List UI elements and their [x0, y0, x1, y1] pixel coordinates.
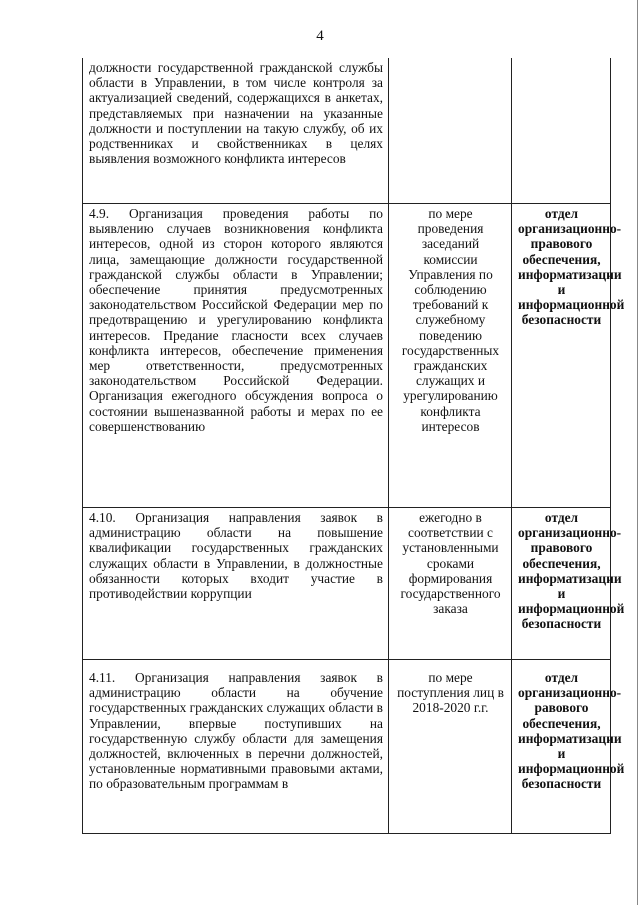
measure-cell: должности государственной гражданской службы области в Управлении, в том числе контроля за актуализацией сведений, содержащихся в анкетах, представляемых при назначении на указанные должности и поступлении на такую службу, об их родственниках и свойственниках в целях выявления возможного конфликта интересов [83, 58, 389, 204]
table-row [83, 660, 611, 834]
table-row [83, 204, 611, 508]
deadline-cell: ежегодно в соответствии с установленными сроками формирования государственного заказа [389, 508, 512, 660]
measure-cell: 4.9. Организация проведения работы по выявлению случаев возникновения конфликта интересов, одной из сторон которого являются лица, замещающие должности государственной гражданской службы области в Управлении; обеспечение принятия предусмотренных законодательством Российской Федерации мер по предотвращению и урегулированию конфликта интересов. Предание гласности всех случаев конфликта интересов, обеспечение применения мер ответственности, предусмотренных законодательством Российской Федерации. Организация ежегодного обсуждения вопроса о состоянии вышеназванной работы и мерах по ее совершенствованию [83, 204, 389, 508]
measure-cell: 4.11. Организация направления заявок в администрацию области на обучение государственных гражданских служащих области в Управлении, впервые поступивших на государственную службу области для замещения должностей, включенных в перечни должностей, установленные нормативными правовыми актами, по образовательным программам в [83, 660, 389, 834]
executor-cell: отдел организационно-правового обеспечения, информатизации и информационной безопасности [512, 204, 611, 508]
executor-cell [512, 58, 611, 204]
scan-edge-line [637, 0, 638, 905]
measure-cell: 4.10. Организация направления заявок в администрацию области на повышение квалификации государственных гражданских служащих области в Управлении, в должностные обязанности которых входит участие в противодействии коррупции [83, 508, 389, 660]
deadline-cell: по мере поступления лиц в 2018-2020 г.г. [389, 660, 512, 834]
deadline-cell: по мере проведения заседаний комиссии Управления по соблюдению требований к служебному поведению государственных гражданских служащих и урегулированию конфликта интересов [389, 204, 512, 508]
table-row [83, 508, 611, 660]
page-number: 4 [316, 28, 324, 44]
executor-cell: отдел организационно-равового обеспечения, информатизации и информационной безопасности [512, 660, 611, 834]
executor-cell: отдел организационно-правового обеспечения, информатизации и информационной безопасности [512, 508, 611, 660]
deadline-cell [389, 58, 512, 204]
anti-corruption-plan-table [82, 58, 625, 834]
table-row [83, 58, 611, 204]
